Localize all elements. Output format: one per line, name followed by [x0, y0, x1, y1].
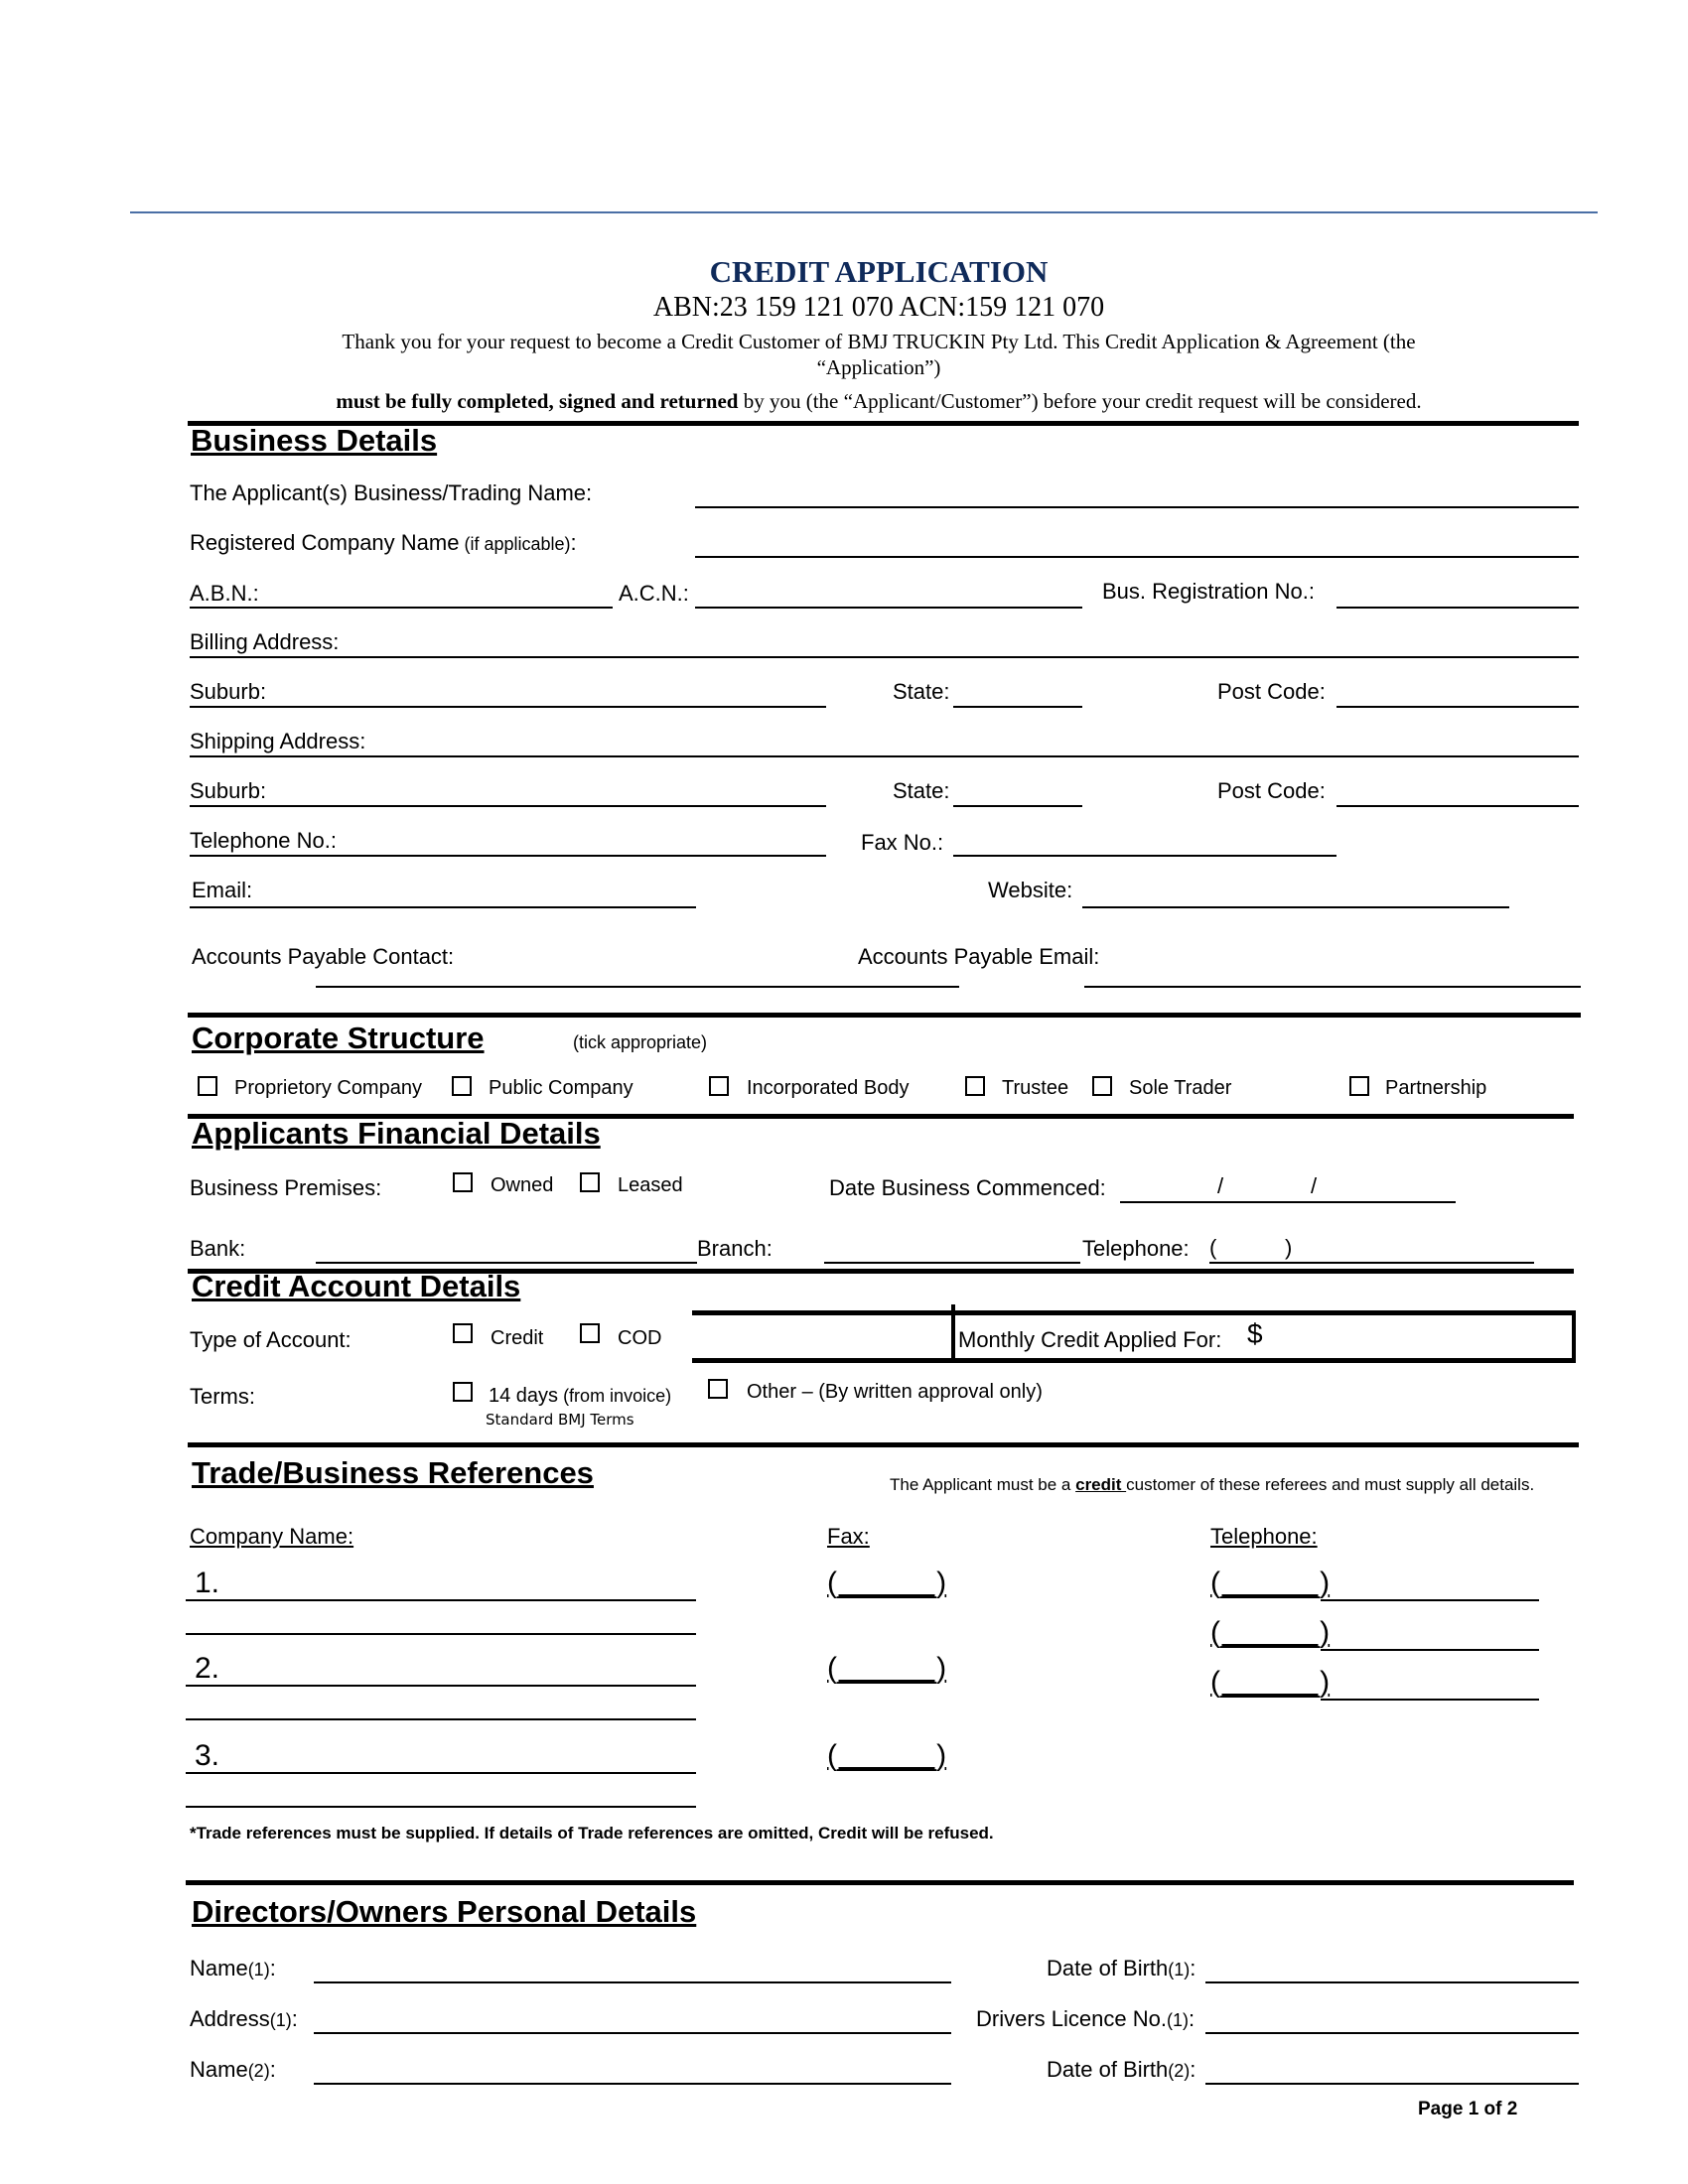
- licence-1-colon: :: [1188, 2006, 1196, 2031]
- email-field[interactable]: [190, 906, 696, 908]
- intro-rest: by you (the “Applicant/Customer”) before your credit request will be considered.: [738, 389, 1422, 413]
- bank-telephone-field[interactable]: [1209, 1262, 1534, 1264]
- address-1-colon: :: [291, 2006, 298, 2031]
- trustee-checkbox[interactable]: [965, 1076, 985, 1096]
- dollar-sign: $: [1247, 1318, 1263, 1349]
- name-1-text: Name: [190, 1956, 248, 1980]
- shipping-suburb-field[interactable]: [190, 805, 826, 807]
- intro-bold: must be fully completed, signed and returned: [336, 389, 739, 413]
- referee-note-post: customer of these referees and must supply all details.: [1126, 1475, 1535, 1494]
- company-name-text: Registered Company Name: [190, 530, 460, 555]
- name-2-colon: :: [269, 2057, 276, 2082]
- shipping-state-label: State:: [893, 778, 950, 803]
- dob-1-index: (1): [1168, 1960, 1191, 1979]
- bus-reg-label: Bus. Registration No.:: [1102, 579, 1315, 604]
- section-rule: [188, 1442, 1579, 1447]
- name-2-field[interactable]: [314, 2083, 951, 2085]
- date-slash-2: /: [1311, 1173, 1318, 1198]
- reference-number-3: 3.: [195, 1739, 220, 1772]
- other-terms-label: Other – (By written approval only): [747, 1381, 1043, 1403]
- premises-label: Business Premises:: [190, 1175, 382, 1200]
- proprietory-company-checkbox[interactable]: [198, 1076, 217, 1096]
- company-column-header: Company Name:: [190, 1524, 354, 1549]
- terms-label: Terms:: [190, 1384, 255, 1409]
- account-type-label: Type of Account:: [190, 1327, 352, 1352]
- fax-field[interactable]: [953, 855, 1336, 857]
- telephone-field[interactable]: [190, 855, 826, 857]
- shipping-label: Shipping Address:: [190, 729, 366, 753]
- date-slash-1: /: [1217, 1173, 1224, 1198]
- public-company-label: Public Company: [489, 1077, 633, 1099]
- company-name-field[interactable]: [695, 556, 1579, 558]
- trading-name-field[interactable]: [695, 506, 1579, 508]
- date-commenced-label: Date Business Commenced:: [829, 1175, 1106, 1200]
- credit-checkbox[interactable]: [453, 1323, 473, 1343]
- trading-name-label: The Applicant(s) Business/Trading Name:: [190, 480, 593, 505]
- tick-note: (tick appropriate): [573, 1032, 708, 1052]
- monthly-credit-divider: [951, 1304, 955, 1363]
- intro-line-1: Thank you for your request to become a Credit Customer of BMJ TRUCKIN Pty Ltd. This Credit Application & Agreement (the: [342, 330, 1416, 353]
- address-1-index: (1): [269, 2010, 292, 2030]
- leased-label: Leased: [618, 1174, 683, 1196]
- reference-2-address-field[interactable]: [186, 1718, 696, 1720]
- intro-line-2: “Application”): [816, 355, 941, 379]
- trustee-label: Trustee: [1002, 1077, 1069, 1099]
- dob-2-colon: :: [1190, 2057, 1196, 2082]
- bank-tel-paren-close: ): [1285, 1235, 1293, 1260]
- ap-email-label: Accounts Payable Email:: [858, 944, 1100, 969]
- branch-label: Branch:: [697, 1236, 773, 1261]
- 14-days-checkbox[interactable]: [453, 1382, 473, 1402]
- licence-1-text: Drivers Licence No.: [976, 2006, 1167, 2031]
- partnership-checkbox[interactable]: [1349, 1076, 1369, 1096]
- 14-days-text: 14 days: [489, 1385, 559, 1407]
- abn-acn: ABN:23 159 121 070 ACN:159 121 070: [652, 292, 1105, 323]
- abn-field[interactable]: [190, 607, 613, 609]
- shipping-field[interactable]: [190, 755, 1579, 757]
- billing-state-field[interactable]: [953, 706, 1082, 708]
- billing-suburb-field[interactable]: [190, 706, 826, 708]
- reference-1-telephone-area[interactable]: (______): [1210, 1567, 1331, 1599]
- reference-number-1: 1.: [195, 1567, 220, 1599]
- website-label: Website:: [988, 878, 1073, 902]
- company-name-note: (if applicable): [459, 534, 571, 554]
- fax-label: Fax No.:: [861, 830, 944, 855]
- name-1-label: [190, 1956, 276, 1981]
- company-name-label: [190, 530, 577, 556]
- dob-1-field[interactable]: [1205, 1981, 1579, 1983]
- acn-field[interactable]: [695, 607, 1082, 609]
- billing-state-label: State:: [893, 679, 950, 704]
- section-rule: [188, 1013, 1581, 1018]
- website-field[interactable]: [1082, 906, 1509, 908]
- name-1-index: (1): [247, 1960, 270, 1979]
- ap-contact-label: Accounts Payable Contact:: [192, 944, 455, 969]
- corporate-structure-heading: Corporate Structure: [192, 1021, 485, 1055]
- dob-1-text: Date of Birth: [1047, 1956, 1169, 1980]
- trade-references-heading: Trade/Business References: [192, 1455, 594, 1490]
- company-name-colon: :: [570, 530, 577, 555]
- branch-field[interactable]: [824, 1262, 1080, 1264]
- reference-3-telephone-field[interactable]: [1321, 1699, 1539, 1701]
- incorporated-body-label: Incorporated Body: [747, 1077, 910, 1099]
- licence-1-field[interactable]: [1205, 2032, 1579, 2034]
- name-1-field[interactable]: [314, 1981, 951, 1983]
- fax-column-header: Fax:: [827, 1524, 870, 1549]
- shipping-state-field[interactable]: [953, 805, 1082, 807]
- address-1-text: Address: [190, 2006, 270, 2031]
- referee-note-pre: The Applicant must be a: [890, 1475, 1076, 1494]
- 14-days-label: [489, 1385, 671, 1408]
- bank-tel-paren-open: (: [1209, 1235, 1217, 1260]
- dob-2-field[interactable]: [1205, 2083, 1579, 2085]
- name-2-text: Name: [190, 2057, 248, 2082]
- bank-label: Bank:: [190, 1236, 246, 1261]
- form-title: CREDIT APPLICATION: [709, 254, 1049, 289]
- reference-1-telephone-field[interactable]: [1321, 1599, 1539, 1601]
- telephone-column-header: Telephone:: [1210, 1524, 1318, 1549]
- top-rule: [130, 211, 1598, 213]
- business-details-heading: Business Details: [191, 423, 438, 458]
- dob-2-index: (2): [1168, 2061, 1191, 2081]
- cod-checkbox[interactable]: [580, 1323, 600, 1343]
- reference-1-address-field[interactable]: [186, 1633, 696, 1635]
- page-number: Page 1 of 2: [1418, 2099, 1518, 2119]
- financial-details-heading: Applicants Financial Details: [192, 1116, 601, 1151]
- reference-1-fax[interactable]: (______): [827, 1567, 947, 1599]
- monthly-credit-label: Monthly Credit Applied For:: [958, 1327, 1222, 1352]
- name-2-label: [190, 2057, 276, 2083]
- proprietory-company-label: Proprietory Company: [234, 1077, 422, 1099]
- dob-2-label: [1047, 2057, 1196, 2083]
- owned-label: Owned: [491, 1174, 554, 1196]
- standard-terms-label: Standard BMJ Terms: [486, 1411, 634, 1429]
- billing-label: Billing Address:: [190, 629, 340, 654]
- address-1-field[interactable]: [314, 2032, 951, 2034]
- section-rule: [186, 1880, 1574, 1885]
- billing-suburb-label: Suburb:: [190, 679, 267, 704]
- dob-1-label: [1047, 1956, 1196, 1981]
- referee-note-credit: credit: [1075, 1475, 1127, 1494]
- date-commenced-field[interactable]: [1120, 1201, 1456, 1203]
- dob-2-text: Date of Birth: [1047, 2057, 1169, 2082]
- bank-field[interactable]: [316, 1262, 697, 1264]
- abn-label: A.B.N.:: [190, 581, 259, 606]
- trade-references-warning: *Trade references must be supplied. If details of Trade references are omitted, Credit will be refused.: [190, 1824, 994, 1843]
- referee-note: [890, 1475, 1534, 1495]
- reference-2-telephone-field[interactable]: [1321, 1649, 1539, 1651]
- dob-1-colon: :: [1190, 1956, 1196, 1980]
- shipping-postcode-label: Post Code:: [1217, 778, 1326, 803]
- reference-3-fax[interactable]: (______): [827, 1739, 947, 1772]
- billing-field[interactable]: [190, 656, 1579, 658]
- other-terms-checkbox[interactable]: [708, 1379, 728, 1399]
- reference-number-2: 2.: [195, 1652, 220, 1685]
- leased-checkbox[interactable]: [580, 1172, 600, 1192]
- monthly-credit-amount-field[interactable]: [1276, 1315, 1569, 1358]
- credit-label: Credit: [491, 1327, 544, 1349]
- reference-3-name-field[interactable]: [186, 1772, 696, 1774]
- reference-2-fax[interactable]: (______): [827, 1652, 947, 1685]
- reference-2-telephone-area[interactable]: (______): [1210, 1616, 1331, 1649]
- telephone-label: Telephone No.:: [190, 828, 337, 853]
- sole-trader-label: Sole Trader: [1129, 1077, 1232, 1099]
- owned-checkbox[interactable]: [453, 1172, 473, 1192]
- intro-line-3: [0, 389, 1688, 414]
- licence-1-label: [976, 2006, 1195, 2032]
- billing-postcode-label: Post Code:: [1217, 679, 1326, 704]
- incorporated-body-checkbox[interactable]: [709, 1076, 729, 1096]
- email-label: Email:: [192, 878, 253, 902]
- reference-3-telephone-area[interactable]: (______): [1210, 1666, 1331, 1699]
- reference-2-name-field[interactable]: [186, 1685, 696, 1687]
- acn-label: A.C.N.:: [619, 581, 689, 606]
- bank-telephone-label: Telephone:: [1082, 1236, 1190, 1261]
- shipping-suburb-label: Suburb:: [190, 778, 267, 803]
- reference-3-address-field[interactable]: [186, 1806, 696, 1808]
- bus-reg-field[interactable]: [1336, 607, 1579, 609]
- name-1-colon: :: [269, 1956, 276, 1980]
- partnership-label: Partnership: [1385, 1077, 1487, 1099]
- public-company-checkbox[interactable]: [452, 1076, 472, 1096]
- reference-1-name-field[interactable]: [186, 1599, 696, 1601]
- cod-label: COD: [618, 1327, 662, 1349]
- ap-email-field[interactable]: [1084, 986, 1581, 988]
- billing-postcode-field[interactable]: [1336, 706, 1579, 708]
- from-invoice-text: (from invoice): [558, 1386, 672, 1406]
- licence-1-index: (1): [1166, 2010, 1189, 2030]
- credit-account-heading: Credit Account Details: [192, 1269, 521, 1303]
- name-2-index: (2): [247, 2061, 270, 2081]
- address-1-label: [190, 2006, 298, 2032]
- shipping-postcode-field[interactable]: [1336, 805, 1579, 807]
- directors-heading: Directors/Owners Personal Details: [192, 1894, 697, 1929]
- sole-trader-checkbox[interactable]: [1092, 1076, 1112, 1096]
- ap-contact-field[interactable]: [316, 986, 959, 988]
